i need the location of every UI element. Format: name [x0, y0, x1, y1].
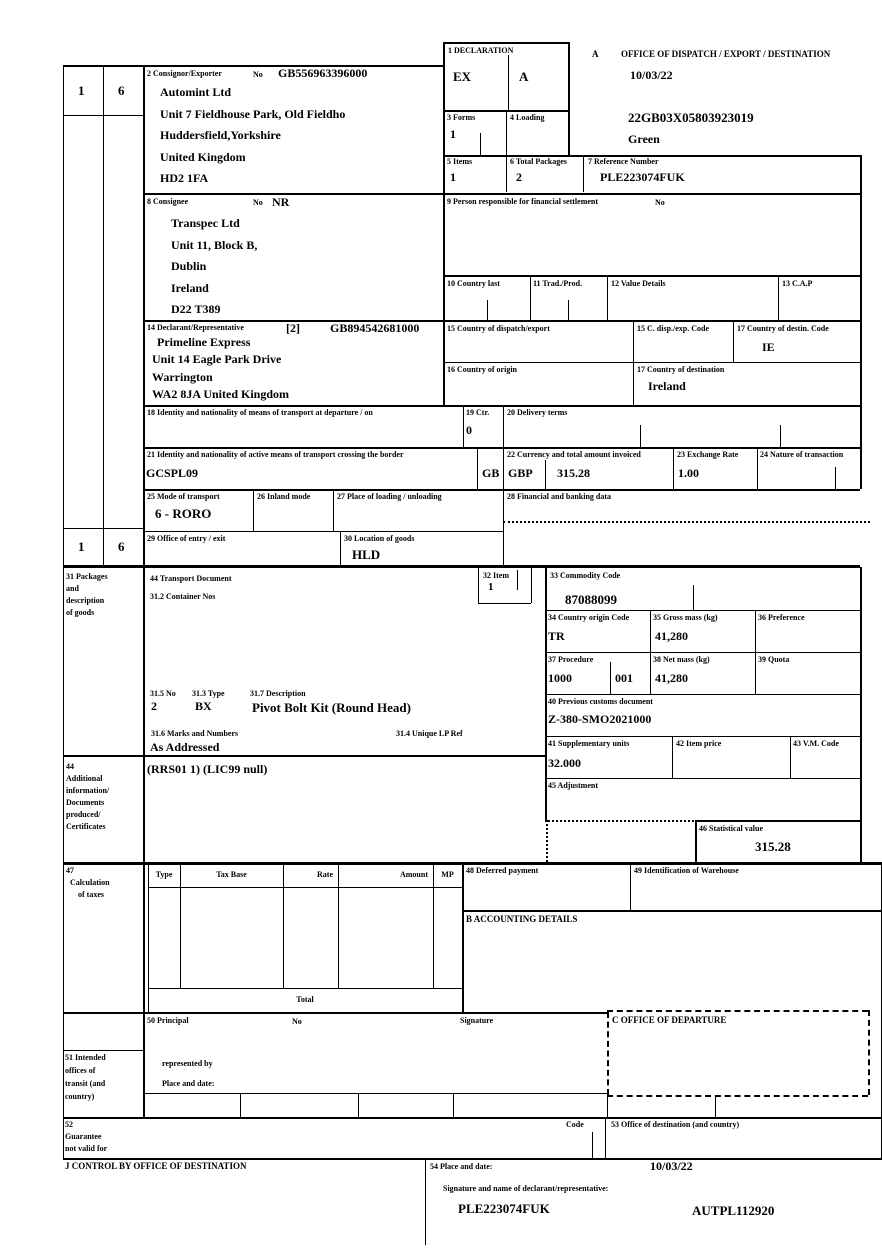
- divider: [63, 1050, 143, 1051]
- divider: [480, 133, 481, 155]
- tax-table-header-amount: Amount: [399, 870, 428, 879]
- box8-id: NR: [272, 195, 290, 209]
- divider: [148, 862, 149, 1012]
- box2-address-line5: HD2 1FA: [160, 171, 209, 185]
- divider: [478, 603, 531, 604]
- box52-label-2: Guarantee: [65, 1132, 102, 1141]
- divider: [443, 42, 445, 405]
- box44-label-2: Additional: [66, 774, 103, 783]
- box14-eori: GB894542681000: [330, 321, 420, 335]
- divider: [143, 65, 145, 1117]
- boxA-letter: A: [592, 49, 599, 59]
- box51-label-2: offices of: [65, 1066, 96, 1075]
- dashed-divider: [607, 1012, 609, 1095]
- box2-no-label: No: [253, 70, 263, 79]
- divider: [860, 155, 862, 489]
- divider: [143, 447, 860, 449]
- box32-label: 32 Item: [483, 571, 509, 580]
- box50-no-label: No: [292, 1017, 302, 1026]
- box30-value: HLD: [352, 547, 381, 562]
- divider: [592, 1132, 593, 1158]
- divider: [503, 405, 504, 565]
- divider: [180, 862, 181, 988]
- box46-label: 46 Statistical value: [699, 824, 763, 833]
- box42-label: 42 Item price: [676, 739, 722, 748]
- box41-label: 41 Supplementary units: [548, 739, 630, 748]
- divider: [478, 567, 479, 603]
- divider: [545, 460, 546, 489]
- divider: [672, 736, 673, 778]
- divider: [780, 425, 781, 447]
- divider: [640, 425, 641, 447]
- box2-address-line1: Automint Ltd: [160, 85, 232, 99]
- box52-label-3: not valid for: [65, 1144, 108, 1153]
- dotted-divider: [546, 820, 548, 862]
- box18-label: 18 Identity and nationality of means of transport at departure / on: [147, 408, 373, 417]
- divider: [610, 662, 611, 694]
- divider: [695, 820, 860, 822]
- divider: [733, 320, 734, 362]
- box41-value: 32.000: [548, 756, 581, 770]
- box30-label: 30 Location of goods: [344, 534, 415, 543]
- box23-value: 1.00: [678, 466, 699, 480]
- divider: [790, 736, 791, 778]
- box37-value1: 1000: [548, 671, 572, 685]
- box44-label-5: produced/: [66, 810, 101, 819]
- divider: [695, 820, 697, 862]
- divider: [143, 1093, 607, 1094]
- divider: [545, 694, 860, 695]
- divider: [63, 1158, 882, 1160]
- box2-address-line2: Unit 7 Fieldhouse Park, Old Fieldho: [160, 107, 346, 121]
- box28-label: 28 Financial and banking data: [507, 492, 612, 501]
- box37-label: 37 Procedure: [548, 655, 594, 664]
- box34-label: 34 Country origin Code: [548, 613, 630, 622]
- box29-label: 29 Office of entry / exit: [147, 534, 226, 543]
- box54-label: 54 Place and date:: [430, 1162, 493, 1171]
- box50-signature-label: Signature: [460, 1016, 494, 1025]
- box2-label: 2 Consignor/Exporter: [147, 69, 222, 78]
- box44-label-3: information/: [66, 786, 110, 795]
- divider: [673, 447, 674, 489]
- divider: [453, 1093, 454, 1117]
- divider: [487, 300, 488, 320]
- box50-represented-by-label: represented by: [162, 1059, 213, 1068]
- tax-table-header-rate: Rate: [317, 870, 333, 879]
- box8-label: 8 Consignee: [147, 197, 189, 206]
- boxB-label: B ACCOUNTING DETAILS: [466, 914, 578, 924]
- divider: [755, 610, 756, 694]
- box45-label: 45 Adjustment: [548, 781, 599, 790]
- box21-nationality: GB: [482, 466, 500, 480]
- box17a-label: 17 Country of destin. Code: [737, 324, 829, 333]
- divider: [63, 1117, 882, 1119]
- divider: [530, 275, 531, 320]
- divider: [693, 585, 694, 610]
- divider: [568, 300, 569, 320]
- divider: [633, 362, 634, 405]
- divider: [545, 610, 860, 611]
- box31-6-value: As Addressed: [150, 740, 220, 754]
- boxA-mrn: 22GB03X05803923019: [628, 110, 754, 125]
- box5-label: 5 Items: [447, 157, 473, 166]
- divider: [517, 570, 518, 590]
- box14-address-line4: WA2 8JA United Kingdom: [152, 387, 290, 401]
- box37-value2: 001: [615, 671, 633, 685]
- divider: [757, 447, 758, 489]
- copy-number-1b: 1: [78, 539, 85, 554]
- box5-value: 1: [450, 170, 456, 184]
- divider: [63, 65, 64, 1158]
- divider: [650, 610, 651, 694]
- box13-label: 13 C.A.P: [782, 279, 813, 288]
- box33-label: 33 Commodity Code: [550, 571, 621, 580]
- box14-label: 14 Declarant/Representative: [147, 323, 244, 332]
- box26-label: 26 Inland mode: [257, 492, 311, 501]
- box43-label: 43 V.M. Code: [793, 739, 839, 748]
- tax-table-header-tax-base: Tax Base: [216, 870, 247, 879]
- box8-address-line2: Unit 11, Block B,: [171, 238, 258, 252]
- box48-label: 48 Deferred payment: [466, 866, 539, 875]
- dashed-divider: [607, 1010, 868, 1012]
- divider: [103, 65, 104, 565]
- divider: [545, 567, 547, 820]
- boxA-routing: Green: [628, 132, 660, 146]
- box35-label: 35 Gross mass (kg): [653, 613, 718, 622]
- divider: [462, 910, 882, 912]
- box31-7-label: 31.7 Description: [250, 689, 306, 698]
- box50-label: 50 Principal: [147, 1016, 189, 1025]
- box38-value: 41,280: [655, 671, 688, 685]
- box52-code-label: Code: [566, 1120, 584, 1129]
- divider: [340, 531, 341, 565]
- tax-table-header-type: Type: [155, 870, 173, 879]
- divider: [607, 275, 608, 320]
- box17-label: 17 Country of destination: [637, 365, 725, 374]
- dashed-divider: [607, 1095, 868, 1097]
- box44-transport-doc-label: 44 Transport Document: [150, 574, 232, 583]
- box2-address-line3: Huddersfield,Yorkshire: [160, 128, 281, 142]
- dotted-divider: [503, 521, 870, 523]
- divider: [240, 1093, 241, 1117]
- divider: [338, 862, 339, 988]
- divider: [545, 652, 860, 653]
- box14-address-line2: Unit 14 Eagle Park Drive: [152, 352, 282, 366]
- box9-label: 9 Person responsible for financial settlement: [447, 197, 599, 206]
- box3-label: 3 Forms: [447, 113, 476, 122]
- box22-currency: GBP: [508, 466, 533, 480]
- box19-label: 19 Ctr.: [466, 408, 490, 417]
- divider: [605, 1117, 606, 1158]
- box44-label-6: Certificates: [66, 822, 106, 831]
- divider: [477, 447, 478, 489]
- box14-address-line3: Warrington: [152, 370, 213, 384]
- box21-label: 21 Identity and nationality of active means of transport crossing the border: [147, 450, 404, 459]
- box44-value: (RRS01 1) (LIC99 null): [147, 762, 268, 776]
- dotted-divider: [545, 820, 697, 822]
- box12-label: 12 Value Details: [611, 279, 666, 288]
- box40-value: Z-380-SMO2021000: [548, 712, 652, 726]
- box46-statistical-value: 315.28: [755, 839, 791, 854]
- dashed-divider: [868, 1010, 870, 1095]
- box31-label-2: and: [66, 584, 79, 593]
- box8-address-line4: Ireland: [171, 281, 209, 295]
- box32-item-number: 1: [488, 581, 494, 593]
- divider: [630, 862, 631, 910]
- divider: [508, 55, 509, 110]
- box11-label: 11 Trad./Prod.: [533, 279, 583, 288]
- box52-label-1: 52: [65, 1120, 73, 1129]
- box50-place-date-label: Place and date:: [162, 1079, 215, 1088]
- box27-label: 27 Place of loading / unloading: [337, 492, 442, 501]
- box54-date: 10/03/22: [650, 1159, 693, 1173]
- box31-7-description: Pivot Bolt Kit (Round Head): [252, 700, 411, 715]
- divider: [778, 275, 779, 320]
- divider: [333, 489, 334, 531]
- divider: [715, 1095, 716, 1117]
- box39-label: 39 Quota: [758, 655, 790, 664]
- box24-label: 24 Nature of transaction: [760, 450, 844, 459]
- boxC-label: C OFFICE OF DEPARTURE: [612, 1015, 727, 1025]
- box25-value: 6 - RORO: [155, 506, 212, 521]
- box2-eori: GB556963396000: [278, 66, 368, 80]
- divider: [63, 565, 860, 568]
- box8-address-line5: D22 T389: [171, 302, 221, 316]
- divider: [143, 489, 860, 491]
- divider: [835, 467, 836, 489]
- boxA-label: OFFICE OF DISPATCH / EXPORT / DESTINATION: [621, 49, 831, 59]
- box54-authorisation: AUTPL112920: [692, 1203, 775, 1218]
- divider: [607, 1093, 608, 1117]
- box49-label: 49 Identification of Warehouse: [634, 866, 739, 875]
- box15-label: 15 Country of dispatch/export: [447, 324, 550, 333]
- box31-3-value: BX: [195, 699, 212, 713]
- box4-label: 4 Loading: [510, 113, 545, 122]
- box31-label-3: description: [66, 596, 105, 605]
- box7-label: 7 Reference Number: [588, 157, 659, 166]
- divider: [63, 65, 443, 67]
- divider: [463, 405, 464, 447]
- box20-label: 20 Delivery terms: [507, 408, 568, 417]
- divider: [462, 862, 464, 1012]
- divider: [63, 862, 882, 865]
- divider: [143, 193, 860, 195]
- box1-declaration-type: EX: [453, 69, 472, 84]
- divider: [358, 1093, 359, 1117]
- box10-label: 10 Country last: [447, 279, 500, 288]
- box40-label: 40 Previous customs document: [548, 697, 653, 706]
- box6-label: 6 Total Packages: [510, 157, 567, 166]
- tax-table-header-mp: MP: [441, 870, 454, 879]
- box54-signature-label: Signature and name of declarant/representative:: [443, 1184, 609, 1193]
- divider: [425, 1158, 426, 1245]
- divider: [545, 736, 860, 737]
- box31-label-1: 31 Packages: [66, 572, 108, 581]
- box1-declaration-subtype: A: [519, 69, 529, 84]
- tax-table-total-label: Total: [296, 995, 314, 1004]
- box17a-value: IE: [762, 340, 775, 354]
- divider: [506, 110, 507, 192]
- box14-address-line1: Primeline Express: [157, 335, 251, 349]
- box47-label-2: Calculation: [70, 878, 110, 887]
- box31-3-label: 31.3 Type: [192, 689, 225, 698]
- box25-label: 25 Mode of transport: [147, 492, 220, 501]
- divider: [143, 405, 860, 407]
- box9-no-label: No: [655, 198, 665, 207]
- divider: [860, 567, 862, 862]
- box2-address-line4: United Kingdom: [160, 150, 246, 164]
- divider: [545, 778, 860, 779]
- box8-address-line3: Dublin: [171, 259, 207, 273]
- box17-value: Ireland: [648, 379, 686, 393]
- box31-label-4: of goods: [66, 608, 95, 617]
- box51-label-3: transit (and: [65, 1079, 106, 1088]
- boxJ-label: J CONTROL BY OFFICE OF DESTINATION: [65, 1161, 247, 1171]
- box44-label-1: 44: [66, 762, 74, 771]
- box15a-label: 15 C. disp./exp. Code: [637, 324, 710, 333]
- box8-no-label: No: [253, 198, 263, 207]
- box7-reference-number: PLE223074FUK: [600, 170, 685, 184]
- copy-number-6: 6: [118, 83, 125, 98]
- box16-label: 16 Country of origin: [447, 365, 517, 374]
- box35-value: 41,280: [655, 629, 688, 643]
- divider: [148, 988, 462, 989]
- copy-number-1: 1: [78, 83, 85, 98]
- divider: [443, 362, 860, 363]
- box47-label-3: of taxes: [78, 890, 104, 899]
- box54-declarant-reference: PLE223074FUK: [458, 1201, 550, 1216]
- divider: [63, 755, 545, 757]
- box44-label-4: Documents: [66, 798, 105, 807]
- divider: [443, 42, 568, 44]
- box51-label-4: country): [65, 1092, 95, 1101]
- box51-label-1: 51 Intended: [65, 1053, 106, 1062]
- box31-5-label: 31.5 No: [150, 689, 176, 698]
- box47-label-1: 47: [66, 866, 74, 875]
- box23-label: 23 Exchange Rate: [677, 450, 739, 459]
- divider: [433, 862, 434, 988]
- divider: [531, 567, 532, 603]
- boxA-date: 10/03/22: [630, 68, 673, 82]
- divider: [283, 862, 284, 988]
- box19-value: 0: [466, 423, 472, 437]
- box36-label: 36 Preference: [758, 613, 805, 622]
- divider: [143, 320, 860, 322]
- box31-2-container-label: 31.2 Container Nos: [150, 592, 216, 601]
- divider: [583, 155, 584, 192]
- box1-label: 1 DECLARATION: [448, 46, 514, 55]
- box21-value: GCSPL09: [146, 466, 199, 480]
- box38-label: 38 Net mass (kg): [653, 655, 710, 664]
- divider: [443, 275, 860, 277]
- box31-5-value: 2: [151, 699, 157, 713]
- divider: [633, 320, 634, 362]
- copy-number-6b: 6: [118, 539, 125, 554]
- divider: [568, 42, 570, 155]
- divider: [143, 531, 503, 532]
- divider: [253, 489, 254, 531]
- box53-label: 53 Office of destination (and country): [611, 1120, 740, 1129]
- box22-amount: 315.28: [557, 466, 590, 480]
- divider: [148, 887, 462, 888]
- box31-4-label: 31.4 Unique LP Ref: [396, 729, 463, 738]
- box3-value: 1: [450, 127, 456, 141]
- box33-commodity-code: 87088099: [565, 592, 617, 607]
- box31-6-label: 31.6 Marks and Numbers: [151, 729, 239, 738]
- box22-label: 22 Currency and total amount invoiced: [507, 450, 641, 459]
- box6-value: 2: [516, 170, 522, 184]
- box8-address-line1: Transpec Ltd: [171, 216, 240, 230]
- box34-value: TR: [548, 629, 565, 643]
- box14-code: [2]: [286, 321, 300, 335]
